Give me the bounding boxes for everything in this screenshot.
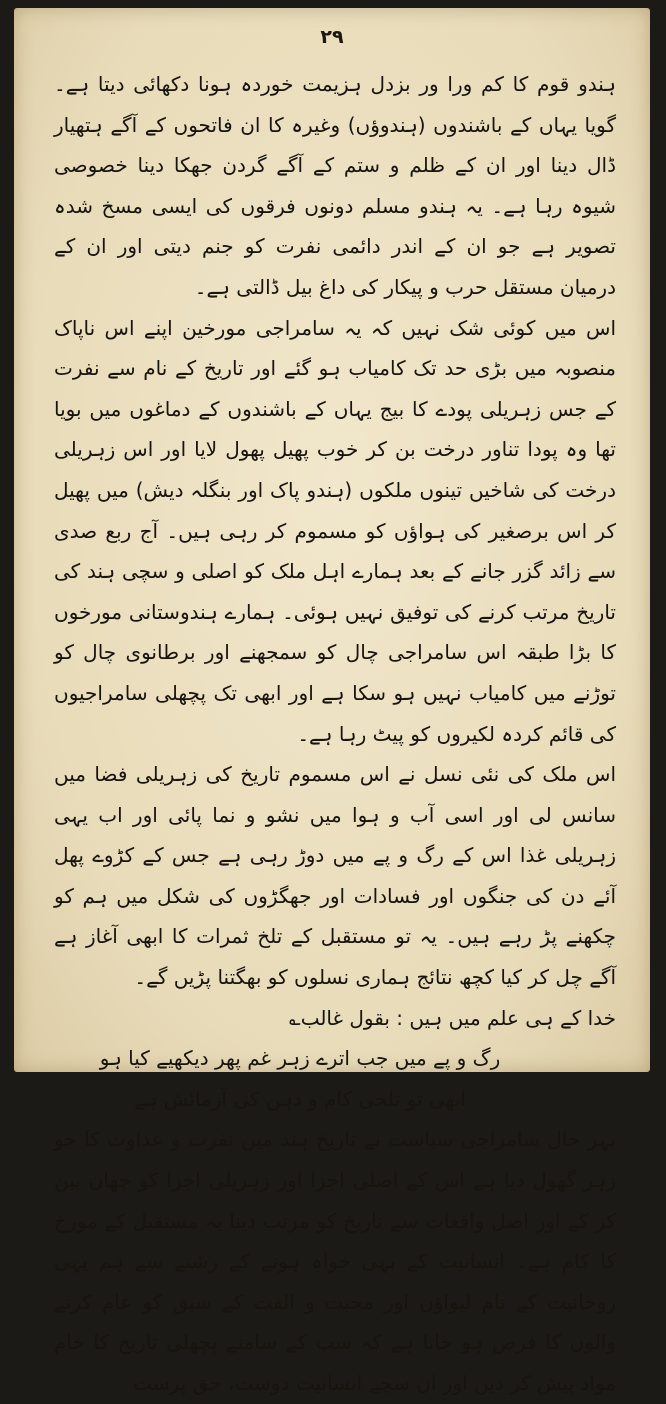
verse-intro: خدا کے ہی علم میں ہیں : بقول غالب؎ [288, 1005, 616, 1030]
page-body [54, 64, 616, 1404]
verse-line-2: ابھی تو تلخی کام و دہن کی آزمائش ہے [134, 1086, 466, 1111]
paragraph-2: اس میں کوئی شک نہیں کہ یہ سامراجی مورخین اپنے اس ناپاک منصوبہ میں بڑی حد تک کامیاب ہو گئے اور تاریخ کے نام سے نفرت کے جس زہریلی پودے کا بیج یہاں کے باشندوں کے دماغوں میں بویا تھا وہ پودا تناور درخت بن کر خوب پھیل پھول لایا اور اس زہریلی درخت کی شاخیں تینوں ملکوں (ہندو پاک اور بنگلہ دیش) میں پھیل کر اس برصغیر کی ہواؤں کو مسموم کر رہی ہیں۔ آج ربع صدی سے زائد گزر جانے کے بعد ہمارے اہل ملک کو اصلی و سچی ہند کی تاریخ مرتب کرنے کی توفیق نہیں ہوئی۔ ہمارے ہندوستانی مورخوں کا بڑا طبقہ اس سامراجی چال کو سمجھنے اور برطانوی چال کو توڑنے میں کامیاب نہیں ہو سکا ہے اور ابھی تک پچھلی سامراجیوں کی قائم کردہ لکیروں کو پیٹ رہا ہے۔ [54, 315, 616, 746]
book-page [14, 8, 650, 1395]
paragraph-1: ہندو قوم کا کم ورا ور بزدل ہزیمت خوردہ ہونا دکھائی دیتا ہے۔ گویا یہاں کے باشندوں (ہندوؤں) وغیرہ کا ان فاتحوں کے آگے ہتھیار ڈال دینا اور ان کے ظلم و ستم کے آگے گردن جھکا دینا خصوصی شیوہ رہا ہے۔ یہ ہندو مسلم دونوں فرقوں کی ایسی مسخ شدہ تصویر ہے جو ان کے اندر دائمی نفرت کو جنم دیتی اور ان کے درمیان مستقل حرب و پیکار کی داغ بیل ڈالتی ہے۔ [54, 72, 616, 299]
paragraph-3: اس ملک کی نئی نسل نے اس مسموم تاریخ کی زہریلی فضا میں سانس لی اور اسی آب و ہوا میں نشو و نما پائی اور اب یہی زہریلی غذا اس کے رگ و پے میں دوڑ رہی ہے جس کے کڑوے پھل آئے دن کی جنگوں اور فسادات اور جھگڑوں کی شکل میں ہم کو چکھنے پڑ رہے ہیں۔ یہ تو مستقبل کے تلخ ثمرات کا ابھی آغاز ہے آگے چل کر کیا کچھ نتائج ہماری نسلوں کو بھگتنا پڑیں گے۔ [54, 762, 616, 990]
closing-paragraph: بہر حال سامراجی سیاست نے تاریخ ہند میں نفرت و عداوت کا جو زہر گھول دیا ہے اس کے اصلی اجزا اور زہریلی اجزا کو چھان بین کر کے اور اصل واقعات سے تاریخ کو مرتب دینا یہ مستقبل کے مورخ کا کام ہے۔ انسانیت کے بہی خواہ ہونے کے رشتے سے ہم یہی روحانیت کے نام لیواؤں اور محبت و الفت کے سبق کو عام کرنے والوں کا فرض ہو جاتا ہے کہ سب کے سامنے پچھلی تاریخ کا خام مواد پیش کر دیں اور ان سچے انسانیت دوست، حق پرست [54, 1127, 616, 1395]
verse-line-1: رگ و پے میں جب اترے زہر غم پھر دیکھیے کیا ہو [99, 1046, 501, 1071]
page-number: ۲۹ [320, 26, 344, 48]
